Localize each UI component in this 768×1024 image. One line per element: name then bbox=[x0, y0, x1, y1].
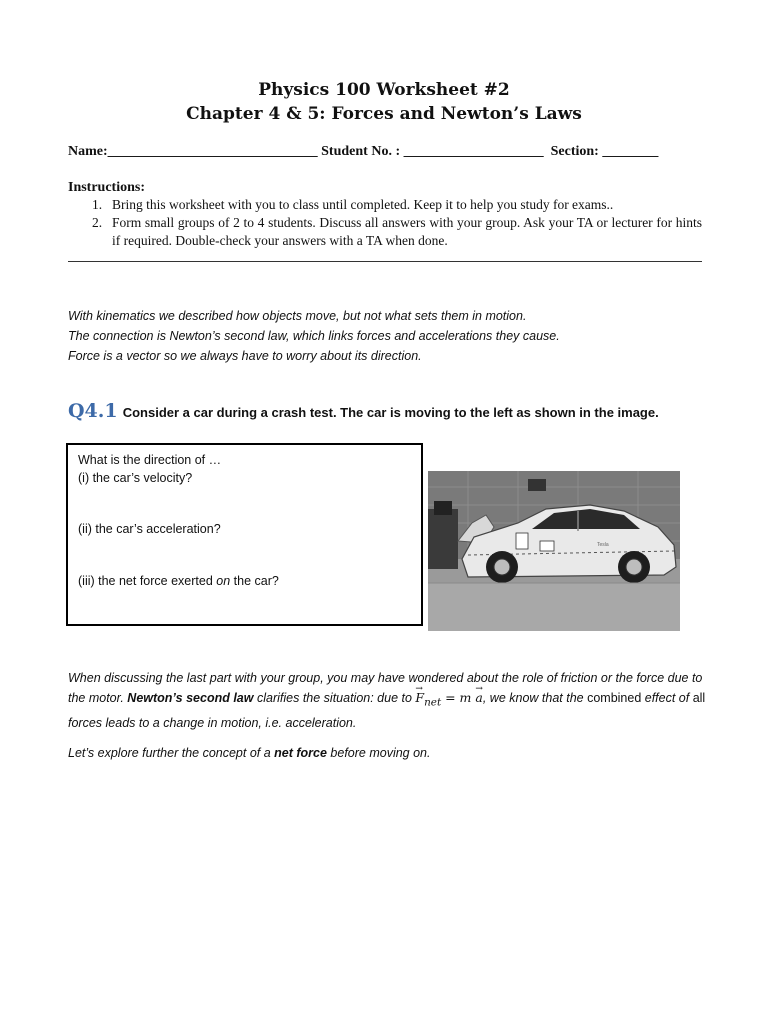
worksheet-title: Physics 100 Worksheet #2 bbox=[258, 80, 510, 100]
question-prompt: What is the direction of … bbox=[78, 453, 222, 467]
net-subscript: net bbox=[424, 696, 442, 709]
combined-word: combined bbox=[587, 691, 642, 705]
newtons-second-law-label: Newton’s second law bbox=[127, 691, 254, 705]
net-force-text-a: (iii) the net force exerted bbox=[78, 574, 217, 588]
discussion-text-c: , we know that the bbox=[482, 691, 588, 705]
student-info-line: Name:______________________________ Student No. : ____________________ Section: ________ bbox=[68, 144, 659, 159]
discussion-text-a: When discussing the last part with your group, you may have wondered about the role of friction or the force due to the motor. bbox=[68, 671, 703, 705]
instructions-list bbox=[92, 196, 702, 250]
net-force-emphasis: on bbox=[216, 574, 231, 588]
all-word: all bbox=[692, 691, 706, 705]
instruction-text: Form small groups of 2 to 4 students. Discuss all answers with your group. Ask your TA or lecturer for hints if required. Double-check your answers with a TA when done. bbox=[112, 215, 702, 248]
question-number: Q4.1 bbox=[68, 400, 118, 422]
discussion-text-e: forces leads to a change in motion, i.e. acceleration. bbox=[68, 715, 357, 730]
explore-text-b: before moving on. bbox=[326, 746, 431, 760]
intro-line: With kinematics we described how objects move, but not what sets them in motion. bbox=[68, 309, 527, 323]
instruction-number: 2. bbox=[92, 215, 103, 230]
acceleration-vector-symbol: → a bbox=[475, 688, 482, 708]
instruction-item bbox=[92, 214, 702, 250]
net-force-equation bbox=[415, 690, 483, 709]
explore-text-a: Let’s explore further the concept of a bbox=[68, 746, 275, 760]
force-vector-symbol: → F bbox=[415, 688, 424, 708]
tesla-sign-text: Tesla bbox=[597, 542, 609, 548]
discussion-paragraph bbox=[68, 668, 708, 733]
divider bbox=[68, 261, 702, 262]
question-heading bbox=[68, 400, 728, 422]
instructions-heading: Instructions: bbox=[68, 180, 146, 195]
intro-line: The connection is Newton’s second law, which links forces and accelerations they cause. bbox=[68, 329, 560, 343]
question-text: Consider a car during a crash test. The car is moving to the left as shown in the image. bbox=[122, 405, 659, 420]
discussion-text-b: clarifies the situation: due to bbox=[253, 691, 416, 705]
question-part-net-force bbox=[78, 574, 279, 588]
instruction-text: Bring this worksheet with you to class until completed. Keep it to help you study for exams.. bbox=[112, 197, 614, 212]
worksheet-subtitle: Chapter 4 & 5: Forces and Newton’s Laws bbox=[186, 104, 582, 124]
crash-test-photo bbox=[428, 471, 680, 631]
net-force-label: net force bbox=[274, 746, 327, 760]
question-part-acceleration: (ii) the car’s acceleration? bbox=[78, 522, 221, 536]
instruction-item bbox=[92, 196, 702, 214]
intro-line: Force is a vector so we always have to worry about its direction. bbox=[68, 349, 422, 363]
intro-paragraph bbox=[68, 306, 708, 366]
instruction-number: 1. bbox=[92, 197, 103, 212]
discussion-text-d: effect of bbox=[641, 691, 693, 705]
equation-operator: = m bbox=[441, 690, 476, 705]
question-box bbox=[66, 443, 423, 626]
explore-paragraph bbox=[68, 746, 708, 760]
question-part-velocity: (i) the car’s velocity? bbox=[78, 471, 193, 485]
net-force-text-b: the car? bbox=[230, 574, 279, 588]
